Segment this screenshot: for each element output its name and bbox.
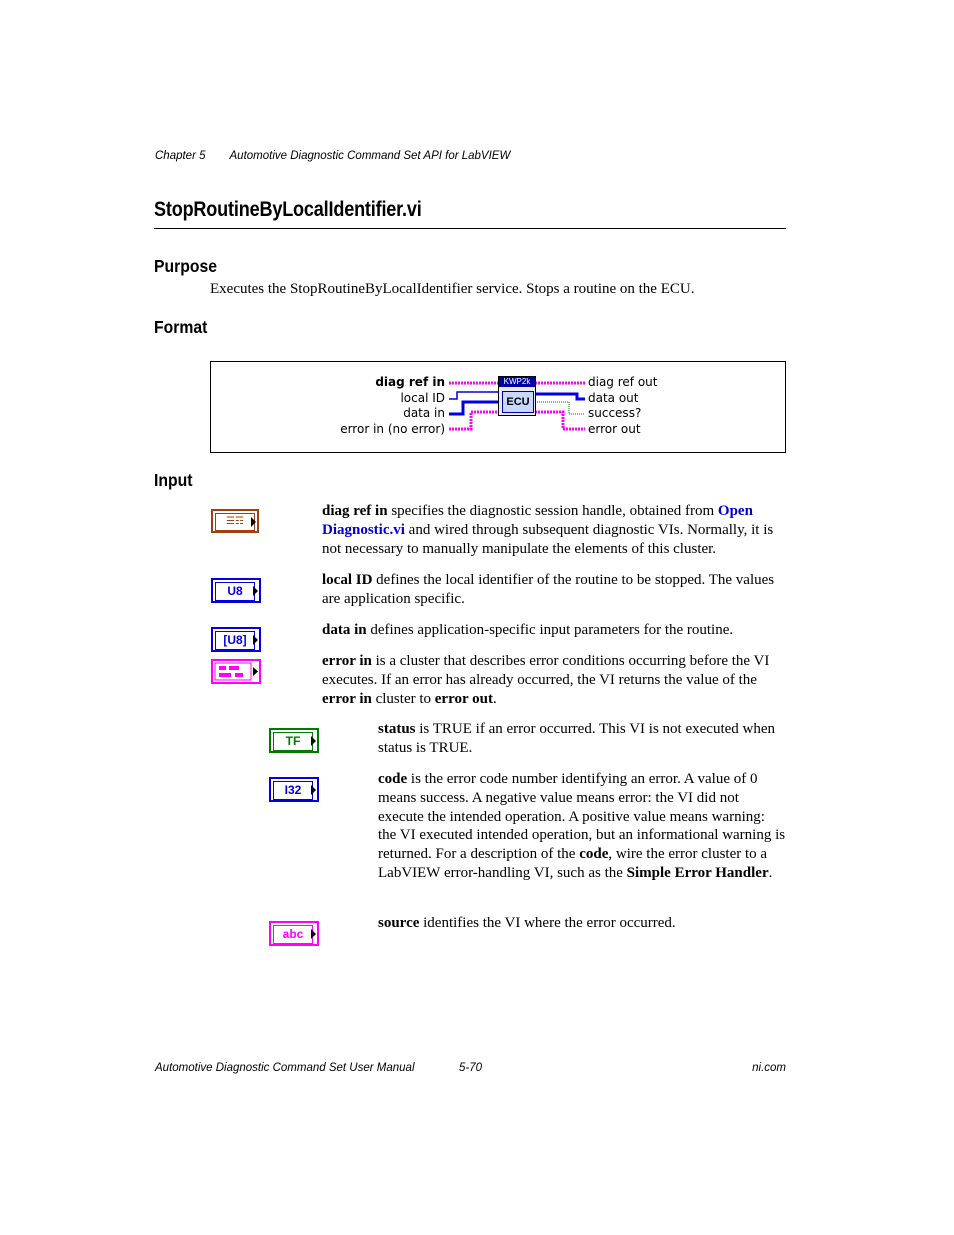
data-out-terminal: data out [588,391,639,405]
vi-icon [498,376,536,416]
local-id-terminal: local ID [400,391,445,405]
diag-ref-cluster-icon: ☰☶ [211,509,259,533]
open-diagnostic-link[interactable]: Open Diagnostic.vi [322,503,753,538]
data-in-description: data in defines application-specific input parameters for the routine. [322,622,734,638]
status-description: status is TRUE if an error occurred. This VI is not executed when status is TRUE. [378,721,776,756]
format-heading: Format [154,317,208,337]
input-heading: Input [154,470,193,490]
u8-array-icon: [U8] [211,627,261,652]
error-out-terminal: error out [588,422,641,436]
diag-ref-out-terminal: diag ref out [588,375,658,389]
string-icon: abc [269,921,319,946]
boolean-icon: TF [269,728,319,753]
error-in-description: error in is a cluster that describes error conditions occurring before the VI executes. If an error has already occurred, the VI returns the value of the error in cluster to error out. [322,653,770,707]
error-in-terminal: error in (no error) [340,422,445,436]
connector-pane-diagram [210,361,786,453]
chapter-title: Automotive Diagnostic Command Set API for LabVIEW [229,150,511,162]
chapter-label: Chapter 5 [155,150,206,162]
success-terminal: success? [588,406,642,420]
footer-site: ni.com [752,1062,786,1074]
data-in-terminal: data in [403,406,445,420]
i32-numeric-icon: I32 [269,777,319,802]
page-title: StopRoutineByLocalIdentifier.vi [154,198,422,221]
purpose-text: Executes the StopRoutineByLocalIdentifier service. Stops a routine on the ECU. [210,281,695,297]
footer-manual: Automotive Diagnostic Command Set User Manual [155,1062,415,1074]
source-description: source identifies the VI where the error occurred. [378,915,676,931]
diag-ref-in-terminal: diag ref in [375,375,445,389]
footer-page-number: 5-70 [459,1062,483,1074]
kwp2k-label: KWP2k [499,377,535,387]
ecu-label: ECU [502,391,534,413]
running-header [155,150,510,162]
title-rule [154,228,786,229]
local-id-description: local ID defines the local identifier of the routine to be stopped. The values are application specific. [322,572,775,607]
code-description: code is the error code number identifying an error. A value of 0 means success. A negative value means error: the VI did not execute the intended operation. A positive value means warning: the VI executed intended operation, but an informational warning is returned. For a description of the code, wire the error cluster to a LabVIEW error-handling VI, such as the Simple Error Handler. [378,771,786,881]
error-cluster-icon [211,659,261,684]
purpose-heading: Purpose [154,256,218,276]
diag-ref-in-description: diag ref in specifies the diagnostic session handle, obtained from Open Diagnostic.vi and wired through subsequent diagnostic VIs. Normally, it is not necessary to manually manipulate the elements of this cluster. [322,503,774,557]
u8-numeric-icon: U8 [211,578,261,603]
